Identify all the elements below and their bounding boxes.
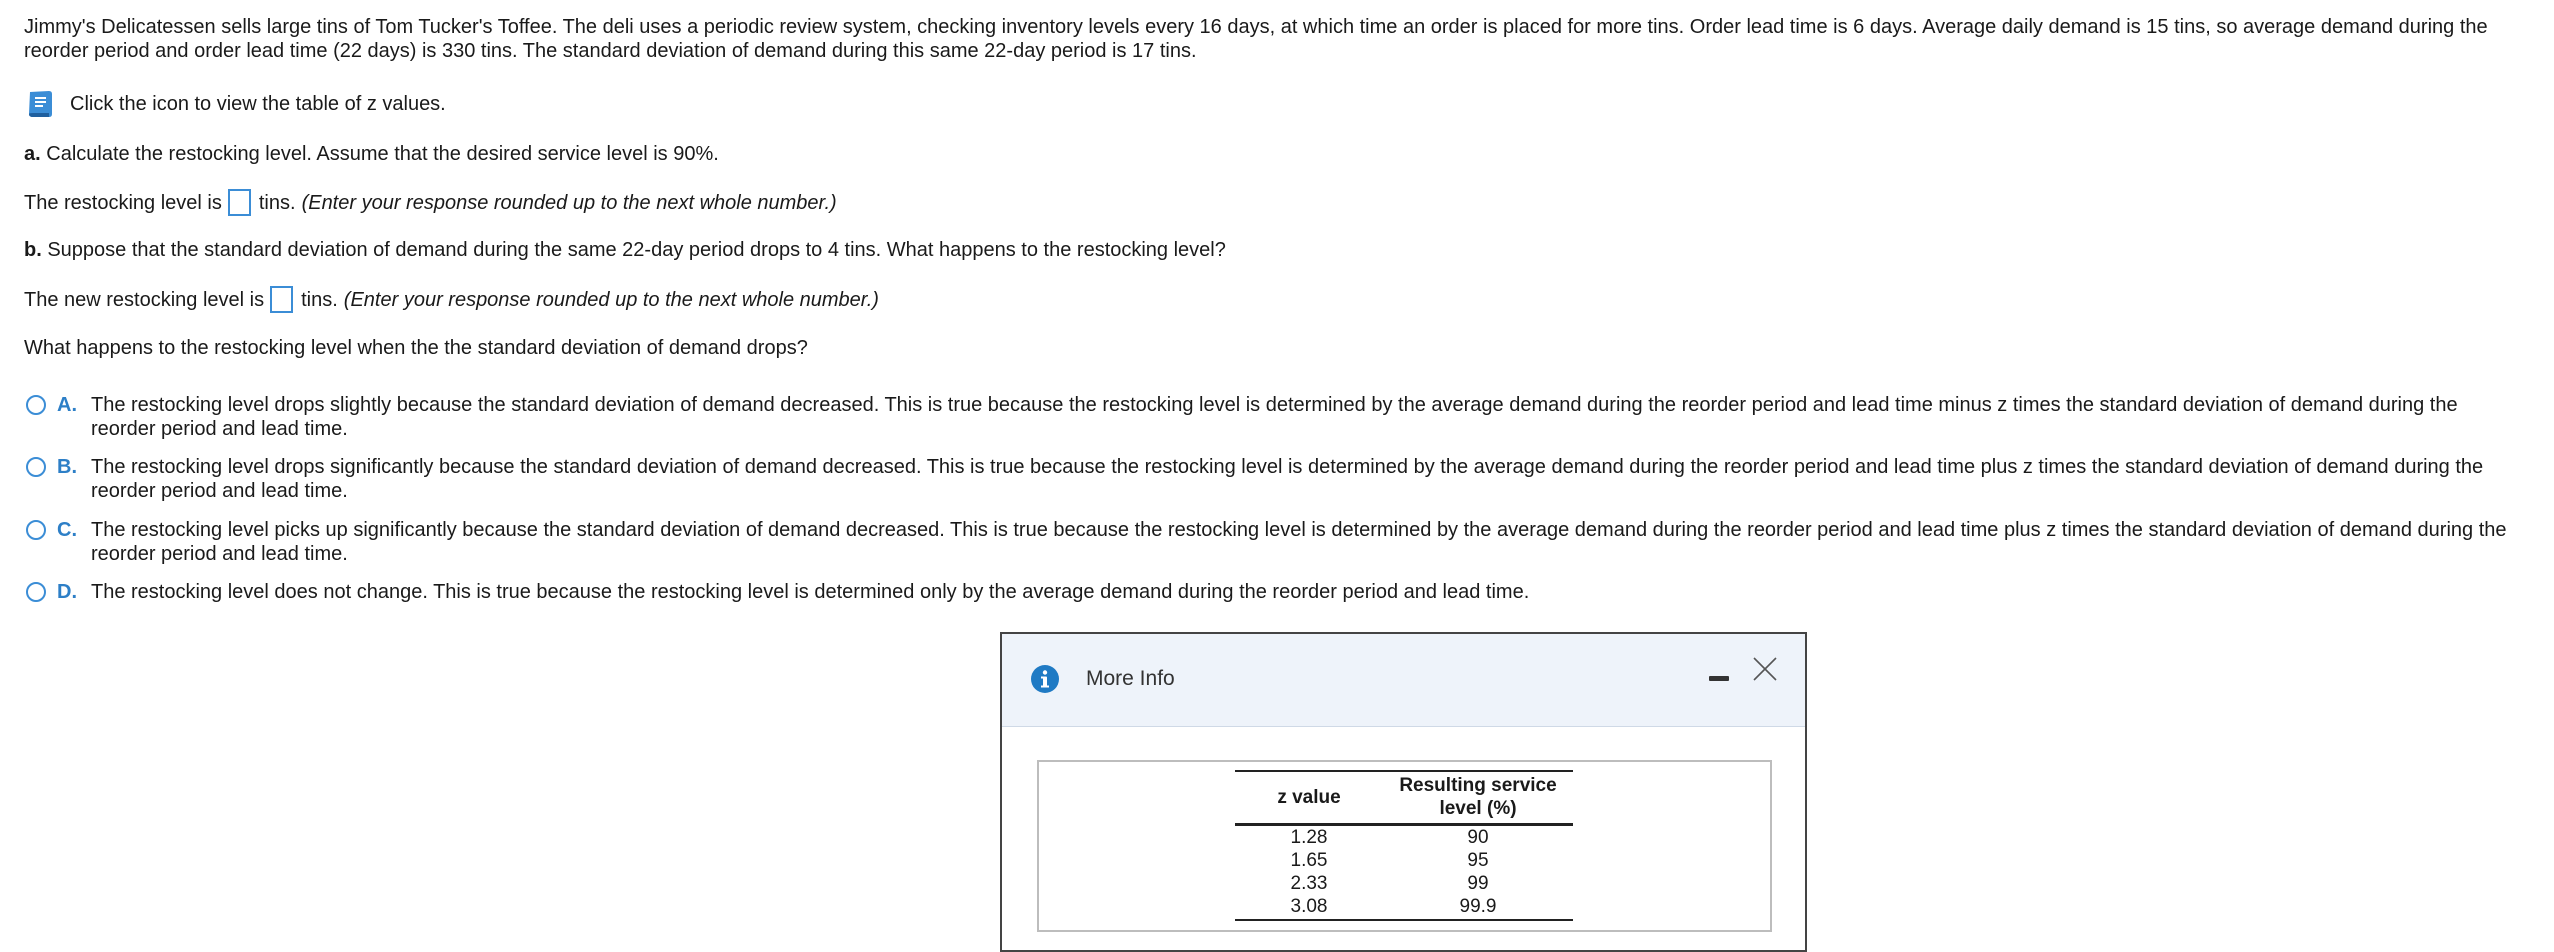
answer-a-prefix: The restocking level is bbox=[24, 191, 222, 214]
option-d[interactable] bbox=[26, 580, 2526, 604]
service-level-cell: 95 bbox=[1467, 850, 1489, 871]
radio-icon[interactable] bbox=[26, 457, 46, 477]
answer-b-row bbox=[24, 286, 879, 313]
option-text: The restocking level drops slightly because the standard deviation of demand decreased. This is true because the restocking level is determined by the average demand during the reorder period and lead time minus z times the standard deviation of demand during the reorder period and lead time. bbox=[91, 394, 2458, 440]
z-value-cell: 2.33 bbox=[1290, 873, 1328, 894]
answer-b-note: (Enter your response rounded up to the next whole number.) bbox=[343, 288, 879, 311]
service-level-cell: 90 bbox=[1467, 827, 1489, 848]
table-row bbox=[1235, 825, 1573, 850]
z-table-frame bbox=[1037, 760, 1772, 932]
part-b-label: b. bbox=[24, 239, 42, 261]
dialog-title: More Info bbox=[1086, 667, 1175, 690]
option-letter: B. bbox=[57, 456, 77, 478]
option-c[interactable] bbox=[26, 518, 2526, 566]
answer-a-suffix: tins. bbox=[258, 191, 296, 214]
book-icon[interactable] bbox=[24, 87, 58, 121]
z-value-header: z value bbox=[1235, 771, 1383, 825]
part-b-question bbox=[24, 238, 1226, 262]
z-value-cell: 3.08 bbox=[1235, 895, 1383, 920]
part-a-text: Calculate the restocking level. Assume that the desired service level is 90%. bbox=[46, 143, 719, 165]
option-letter: A. bbox=[57, 394, 77, 416]
radio-icon[interactable] bbox=[26, 520, 46, 540]
option-text: The restocking level drops significantly because the standard deviation of demand decreased. This is true because the restocking level is determined by the average demand during the reorder period and lead time plus z times the standard deviation of demand during the reorder period and lead time. bbox=[91, 456, 2484, 502]
radio-icon[interactable] bbox=[26, 582, 46, 602]
option-text: The restocking level does not change. This is true because the restocking level is determined only by the average demand during the reorder period and lead time. bbox=[91, 581, 1530, 603]
part-a-label: a. bbox=[24, 143, 41, 165]
minimize-icon[interactable] bbox=[1709, 674, 1729, 682]
option-letter: C. bbox=[57, 519, 77, 541]
dialog-header[interactable] bbox=[1002, 634, 1805, 727]
service-level-cell: 99 bbox=[1467, 873, 1489, 894]
answer-b-suffix: tins. bbox=[301, 288, 338, 311]
table-row bbox=[1235, 849, 1573, 872]
z-value-cell: 1.28 bbox=[1290, 827, 1328, 848]
option-a[interactable] bbox=[26, 393, 2526, 441]
more-info-dialog bbox=[1000, 632, 1807, 952]
table-row bbox=[1235, 895, 1573, 920]
info-icon bbox=[1030, 664, 1060, 694]
close-icon[interactable] bbox=[1752, 656, 1778, 682]
part-a-question bbox=[24, 142, 719, 166]
table-row bbox=[1235, 872, 1573, 895]
restocking-level-input[interactable] bbox=[228, 189, 251, 216]
answer-b-prefix: The new restocking level is bbox=[24, 288, 265, 311]
z-value-table bbox=[1235, 770, 1573, 921]
radio-icon[interactable] bbox=[26, 395, 46, 415]
z-value-cell: 1.65 bbox=[1290, 850, 1328, 871]
service-level-cell: 99.9 bbox=[1383, 895, 1573, 920]
option-text: The restocking level picks up significantly because the standard deviation of demand decreased. This is true because the restocking level is determined by the average demand during the reorder period and lead time plus z times the standard deviation of demand during the reorder period and lead time. bbox=[91, 519, 2507, 565]
option-letter: D. bbox=[57, 581, 77, 603]
what-happens-question: What happens to the restocking level when the the standard deviation of demand drops? bbox=[24, 337, 808, 359]
service-level-header: Resulting service level (%) bbox=[1383, 771, 1573, 825]
part-b-text: Suppose that the standard deviation of demand during the same 22-day period drops to 4 tins. What happens to the restocking level? bbox=[47, 239, 1226, 261]
answer-a-note: (Enter your response rounded up to the next whole number.) bbox=[301, 191, 837, 214]
new-restocking-level-input[interactable] bbox=[270, 286, 293, 313]
z-table-link-row bbox=[24, 87, 446, 121]
icon-hint-text: Click the icon to view the table of z values. bbox=[70, 93, 446, 115]
option-b[interactable] bbox=[26, 455, 2526, 503]
problem-intro: Jimmy's Delicatessen sells large tins of Tom Tucker's Toffee. The deli uses a periodic review system, checking inventory levels every 16 days, at which time an order is placed for more tins. Order lead time is 6 days. Average daily demand is 15 tins, so average demand during the reorder period and order lead time (22 days) is 330 tins. The standard deviation of demand during this same 22-day period is 17 tins. bbox=[24, 16, 2488, 62]
answer-a-row bbox=[24, 189, 837, 216]
